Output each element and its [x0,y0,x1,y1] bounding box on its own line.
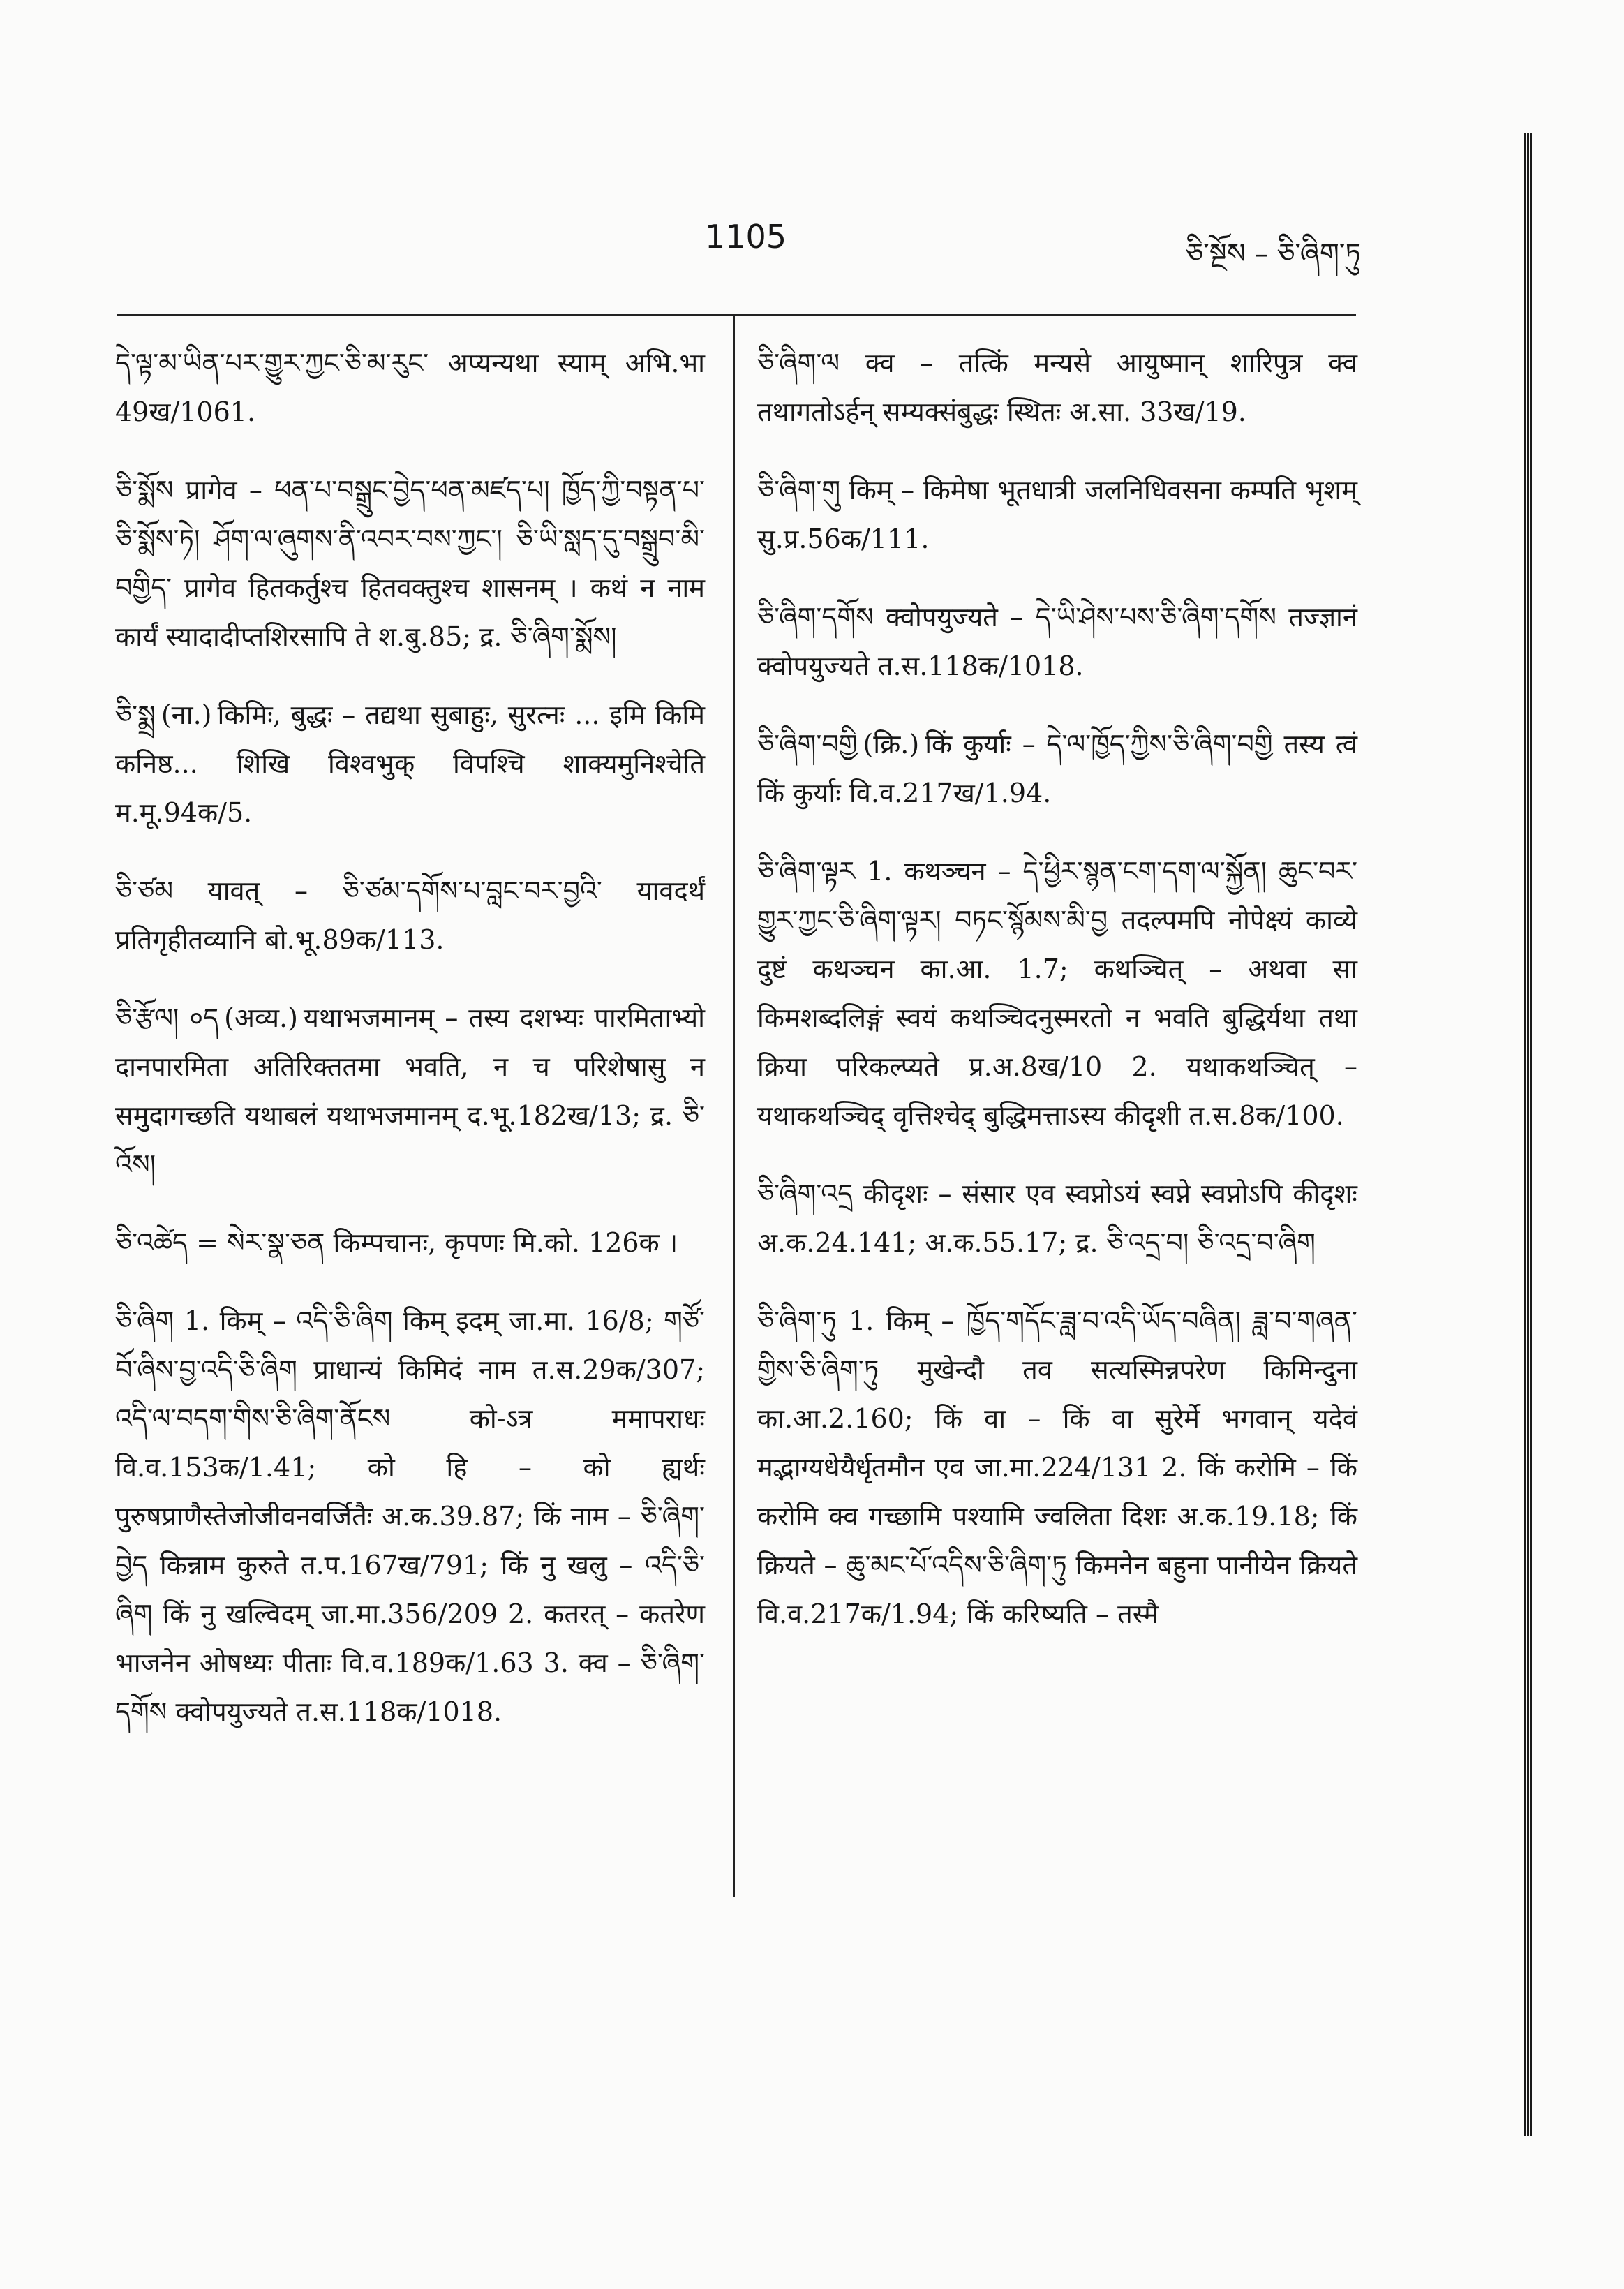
dictionary-entry [757,466,1357,563]
entry-headword: ཅི་འཚེད [115,1227,188,1258]
entry-text: 1. कथञ्चन – དེ་ཕྱིར་སྙན་ངག་དག་ལ་སྐྱོན། ཆུང་བར་གྱུར་ཀྱང་ཅི་ཞིག་ལྟར། བཏང་སྙོམས་མི་བྱ तदल्पमपि नोपेक्ष्यं काव्ये दुष्टं कथञ्चन का.आ. 1.7; कथञ्चित् – अथवा सा किमशब्दलिङ्गं स्वयं कथञ्चिदनुस्मरतो न भवति बुद्धिर्यथा तथा क्रिया परिकल्प्यते प्र.अ.8ख/10 2. यथाकथञ्चित् – यथाकथञ्चिद् वृत्तिश्चेद् बुद्धिमत्ताऽस्य कीदृशी त.स.8क/100. [757,856,1357,1131]
entry-text: किम् – किमेषा भूतधात्री जलनिधिवसना कम्पति भृशम् सु.प्र.56क/111. [757,475,1357,554]
entry-headword: ཅི་ཞིག་ལྟར [757,856,856,887]
entry-text: = སེར་སྣ་ཅན किम्पचानः, कृपणः मि.को. 126क । [196,1227,678,1258]
entry-headword: ཅི་ཞིག་འདྲ [757,1178,854,1209]
entry-headword: ཅི་ཞིག་ཏུ [757,1305,837,1336]
entry-headword: ཅི་སྨོས [115,475,174,505]
dictionary-entry [757,593,1357,690]
entry-text: यथाभजमानम् – तस्य दशभ्यः पारमिताभ्यो दानपारमिता अतिरिक्ततमा भवति, न च परिशेषासु न समुदागच्छति यथाबलं यथाभजमानम् द.भू.182ख/13; द्र. ཅི་འོས། [115,1002,705,1180]
page-number: 1105 [705,218,787,255]
entry-grammar: (अव्य.) [224,1002,298,1033]
entry-text: किमिः, बुद्धः – तद्यथा सुबाहुः, सुरत्नः ... इमि किमि कनिष्ठ... शिखि विश्वभुक् विपश्चि शाक्यमुनिश्चेति म.मू.94क/5. [115,699,705,828]
header-rule [117,314,1356,316]
dictionary-entry [115,466,705,661]
dictionary-entry [757,847,1357,1140]
entry-headword: ཅི་ཞིག་བགྱི [757,729,858,760]
entry-text: किं कुर्याः – དེ་ལ་ཁྱོད་ཀྱིས་ཅི་ཞིག་བགྱི तस्य त्वं किं कुर्याः वि.व.217ख/1.94. [757,729,1357,808]
entry-text: क्वोपयुज्यते – དེ་ཡི་ཤེས་པས་ཅི་ཞིག་དགོས तज्ज्ञानं क्वोपयुज्यते त.स.118क/1018. [757,602,1357,681]
entry-grammar: (ना.) [161,699,212,730]
dictionary-entry [115,993,705,1189]
entry-headword: ཅི་ཙམ [115,875,173,906]
left-column [115,339,705,1765]
column-divider [733,316,735,1897]
entry-headword: ཅི་ཞིག་དགོས [757,602,874,632]
entry-text: क्व – तत्किं मन्यसे आयुष्मान् शारिपुत्र क्व तथागतोऽर्हन् सम्यक्संबुद्धः स्थितः अ.सा. 33ख/19. [757,348,1357,427]
entry-headword: ཅི་ཞིག་གུ [757,475,841,505]
dictionary-entry [115,339,705,436]
entry-text: 1. किम् – ཁྱོད་གདོང་ཟླ་བ་འདི་ཡོད་བཞིན། ཟླ་བ་གཞན་གྱིས་ཅི་ཞིག་ཏུ मुखेन्दौ तव सत्यस्मिन्नपरेण किमिन्दुना का.आ.2.160; किं वा – किं वा सुरेर्मे भगवान् यदेवं मद्भाग्यधेयैर्धृतमौन एव जा.मा.224/131 2. किं करोमि – किं करोमि क्व गच्छामि पश्यामि ज्वलिता दिशः अ.क.19.18; किं क्रियते – ཆུ་མང་པོ་འདིས་ཅི་ཞིག་ཏུ किमनेन बहुना पानीयेन क्रियते वि.व.217क/1.94; किं करिष्यति – तस्मै [757,1305,1357,1629]
entry-headword: ཅི་རྩོལ། ०ད [115,1002,219,1033]
page-edge-bar [1524,133,1532,2136]
entry-text: कीदृशः – संसार एव स्वप्नोऽयं स्वप्ने स्वप्नोऽपि कीदृशः अ.क.24.141; अ.क.55.17; द्र. ཅི་འདྲ་བ། ཅི་འདྲ་བ་ཞིག [757,1178,1357,1258]
entry-text: प्रागेव – ཕན་པ་བསྒྲུང་བྱེད་ཕན་མཛད་པ། ཁྱོད་ཀྱི་བསྟན་པ་ཅི་སྨོས་ཏེ། ཤོག་ལ་ཞུགས་ནི་འབར་བས་ཀྱང་། ཅི་ཡི་སླད་དུ་བསྒྲུབ་མི་བགྱིད་ प्रागेव हितकर्तुश्च हितवक्तुश्च शासनम् । कथं न नाम कार्यं स्यादादीप्तशिरसापि ते श.बु.85; द्र. ཅི་ཞིག་སྨོས། [115,475,705,652]
dictionary-entry [115,1296,705,1736]
right-column [757,339,1357,1668]
entry-grammar: (क्रि.) [863,729,920,760]
running-head: ཅི་སྔོས – ཅི་ཞིག་ཏུ [1185,238,1361,270]
dictionary-entry [757,720,1357,817]
entry-headword: ཅི་ཞིག་ལ [757,348,840,378]
dictionary-entry [115,1218,705,1267]
dictionary-entry [757,339,1357,436]
entry-text: यावत् – ཅི་ཙམ་དགོས་པ་བླང་བར་བྱའི་ यावदर्थं प्रतिगृहीतव्यानि बो.भू.89क/113. [115,875,705,955]
entry-text: དེ་ལྟ་མ་ཡིན་པར་གྱུར་ཀྱང་ཅི་མ་རུང་ अप्यन्यथा स्याम् अभि.भा 49ख/1061. [115,348,705,427]
dictionary-entry [115,866,705,964]
entry-headword: ཅི་ཞིག [115,1305,174,1336]
entry-text: 1. किम् – འདི་ཅི་ཞིག किम् इदम् जा.मा. 16/8; གཙོ་བོ་ཞིས་བྱ་འདི་ཅི་ཞིག प्राधान्यं किमिदं नाम त.स.29क/307; འདི་ལ་བདག་གིས་ཅི་ཞིག་ནོངས को-ऽत्र ममापराधः वि.व.153क/1.41; को हि – को ह्यर्थः पुरुषप्राणैस्तेजोजीवनवर्जितैः अ.क.39.87; किं नाम – ཅི་ཞིག་བྱེད किन्नाम कुरुते त.प.167ख/791; किं नु खलु – འདི་ཅི་ཞིག किं नु खल्विदम् जा.मा.356/209 2. कतरत् – कतरेण भाजनेन ओषध्यः पीताः वि.व.189क/1.63 3. क्व – ཅི་ཞིག་དགོས क्वोपयुज्यते त.स.118क/1018. [115,1305,705,1727]
entry-headword: ཅི་སྨྲ [115,699,156,730]
dictionary-entry [757,1169,1357,1267]
dictionary-entry [757,1296,1357,1638]
dictionary-entry [115,690,705,837]
